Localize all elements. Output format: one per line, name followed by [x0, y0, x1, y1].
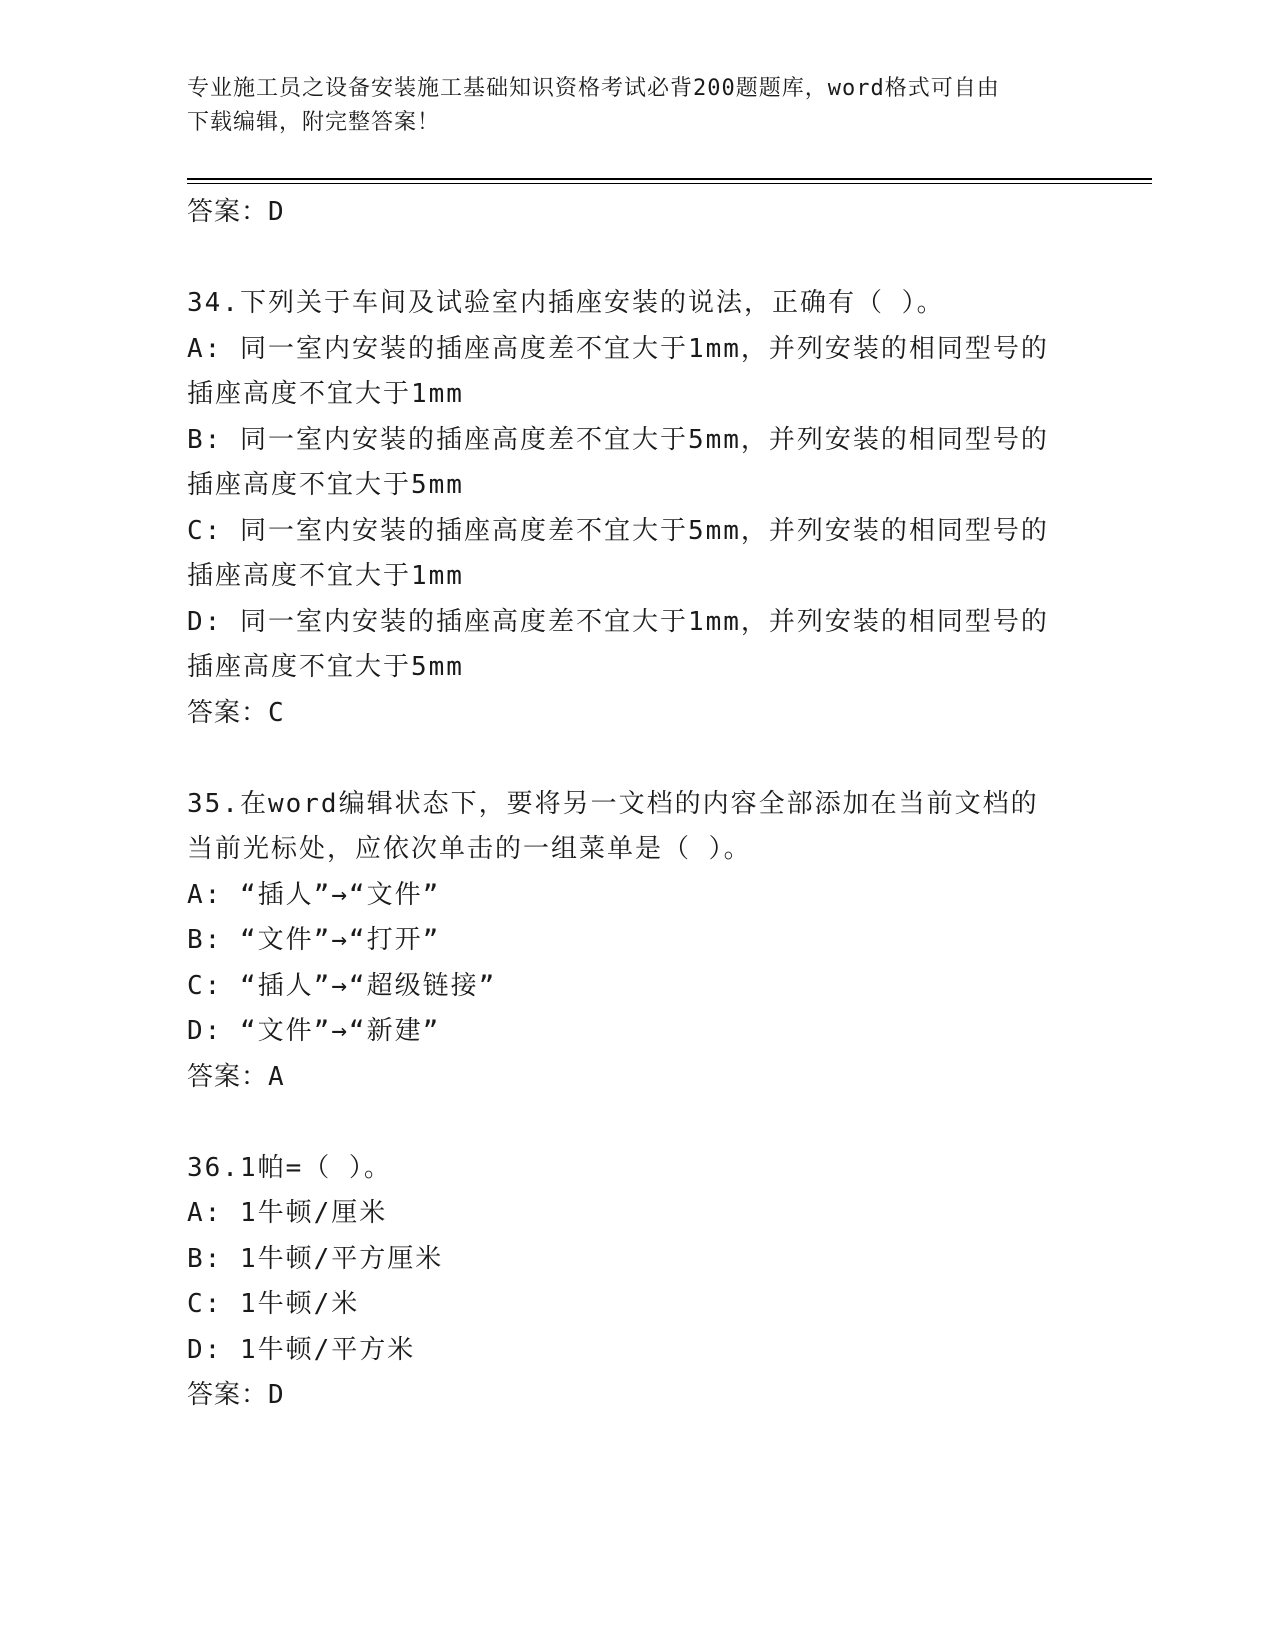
answer-line-33: 答案：D	[187, 197, 285, 227]
answer-line: 答案：C	[187, 697, 285, 728]
option-c-line-1: C: 同一室内安装的插座高度差不宜大于5mm，并列安装的相同型号的	[187, 515, 1049, 546]
question-35	[187, 782, 1087, 1101]
option-d: D: “文件”→“新建”	[187, 1016, 441, 1046]
document-header	[187, 72, 1067, 140]
header-divider-thick	[187, 178, 1152, 180]
question-stem: 36.1帕=（ ）。	[187, 1152, 392, 1183]
option-d-line-1: D: 同一室内安装的插座高度差不宜大于1mm，并列安装的相同型号的	[187, 606, 1049, 637]
option-d: D: 1牛顿/平方米	[187, 1334, 416, 1365]
spacer	[187, 1100, 1087, 1146]
document-body	[187, 190, 1087, 1419]
option-a: A: 1牛顿/厘米	[187, 1198, 388, 1228]
option-b: B: “文件”→“打开”	[187, 925, 441, 955]
header-divider-thin	[187, 183, 1152, 184]
option-a-line-1: A: 同一室内安装的插座高度差不宜大于1mm，并列安装的相同型号的	[187, 333, 1049, 364]
option-c: C: “插人”→“超级链接”	[187, 970, 497, 1001]
answer-line: 答案：D	[187, 1380, 285, 1410]
option-b: B: 1牛顿/平方厘米	[187, 1243, 444, 1274]
option-c-line-2: 插座高度不宜大于1mm	[187, 561, 464, 591]
option-a: A: “插人”→“文件”	[187, 879, 441, 910]
spacer	[187, 736, 1087, 782]
header-line-1: 专业施工员之设备安装施工基础知识资格考试必背200题题库，word格式可自由	[187, 76, 1000, 101]
option-b-line-2: 插座高度不宜大于5mm	[187, 470, 464, 500]
option-b-line-1: B: 同一室内安装的插座高度差不宜大于5mm，并列安装的相同型号的	[187, 424, 1049, 455]
question-stem-line-2: 当前光标处，应依次单击的一组菜单是（ ）。	[187, 834, 752, 864]
option-c: C: 1牛顿/米	[187, 1289, 360, 1319]
spacer	[187, 236, 1087, 282]
answer-line: 答案：A	[187, 1061, 285, 1092]
question-stem: 34.下列关于车间及试验室内插座安装的说法，正确有（ ）。	[187, 288, 945, 318]
option-d-line-2: 插座高度不宜大于5mm	[187, 652, 464, 682]
question-36	[187, 1146, 1087, 1419]
header-line-2: 下载编辑，附完整答案！	[187, 110, 441, 135]
option-a-line-2: 插座高度不宜大于1mm	[187, 379, 464, 409]
question-stem-line-1: 35.在word编辑状态下，要将另一文档的内容全部添加在当前文档的	[187, 788, 1039, 819]
question-34	[187, 281, 1087, 736]
